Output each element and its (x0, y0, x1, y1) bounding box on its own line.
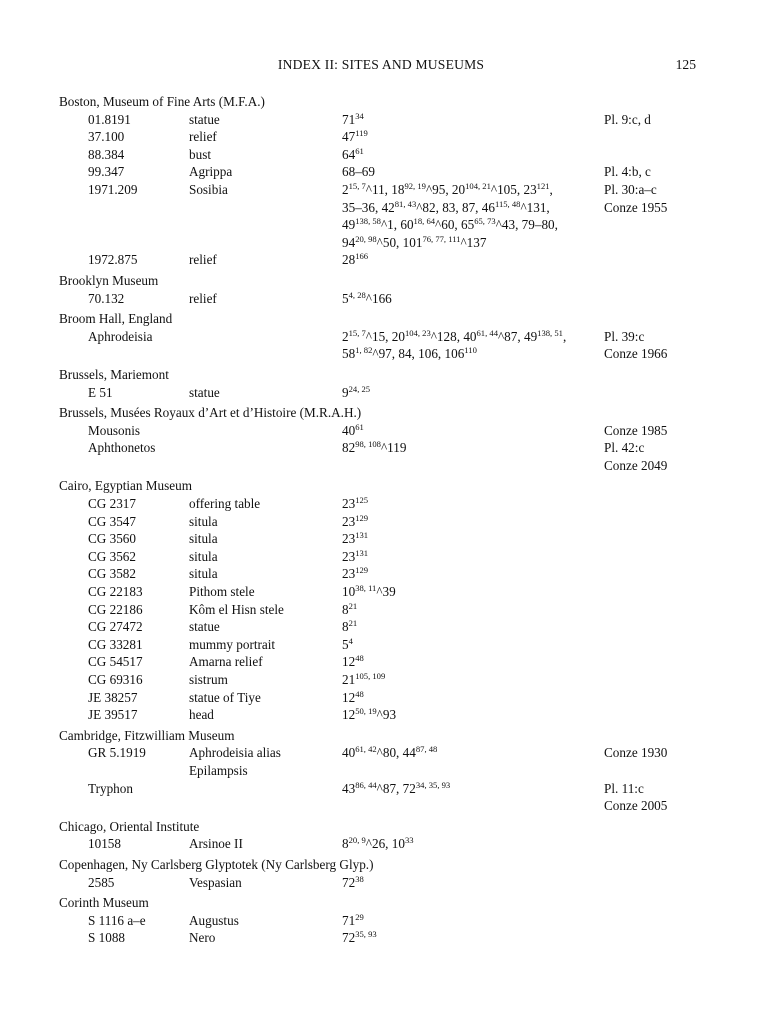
page-references (342, 874, 600, 892)
page-references-line: 35–36, 42$^{81, 43}$^82, 83, 87, 46$^{115, 48}$^131, (342, 198, 550, 215)
footnote-superscript: 20, 98 (355, 233, 377, 244)
page-references (342, 422, 600, 440)
museum-section (59, 272, 699, 307)
footnote-superscript: 15, 7 (348, 327, 366, 338)
plate-reference (604, 422, 704, 440)
object-description-line: relief (189, 252, 217, 268)
page-references-line: $23^{129}$ (342, 512, 369, 529)
index-entry (59, 251, 699, 269)
page-references (342, 780, 600, 798)
page-references-line: $28^{166}$ (342, 251, 369, 268)
page-references-line: $23^{131}$ (342, 530, 369, 547)
page-references-line: $8^{21}$ (342, 600, 358, 617)
page-references (342, 251, 600, 269)
plate-reference-line: Pl. 11:c (604, 780, 644, 796)
object-description-line: situla (189, 548, 218, 564)
page-references (342, 671, 600, 689)
footnote-superscript: 29 (355, 911, 364, 922)
object-description-line: Vespasian (189, 874, 242, 890)
footnote-superscript: 110 (464, 345, 477, 356)
museum-heading: Chicago, Oriental Institute (59, 818, 200, 834)
page-references (342, 548, 600, 566)
index-entry (59, 290, 699, 308)
page-references (342, 181, 600, 251)
plate-reference (604, 744, 704, 762)
index-entry (59, 583, 699, 601)
index-entry (59, 912, 699, 930)
footnote-superscript: 166 (355, 251, 369, 262)
footnote-superscript: 38, 11 (355, 583, 377, 594)
page-references-line: 82$^{98, 108}$^119 (342, 439, 407, 456)
object-description-line: Amarna relief (189, 654, 263, 670)
inventory-number: S 1088 (88, 930, 126, 946)
page-references-line: $23^{131}$ (342, 547, 369, 564)
page-references-line: 21$^{105, 109}$ (342, 671, 386, 688)
inventory-number: 2585 (88, 874, 115, 890)
index-entry (59, 530, 699, 548)
object-description (189, 384, 337, 402)
object-description-line: Aphrodeisia alias (189, 745, 281, 761)
page-references (342, 513, 600, 531)
footnote-superscript: 138, 51 (537, 327, 563, 338)
page-references-line: 58$^{1, 82}$^97, 84, 106, $106^{110}$ (342, 345, 477, 362)
index-entry (59, 422, 699, 440)
index-entry (59, 163, 699, 181)
page-references-line: $8^{21}$ (342, 618, 358, 635)
footnote-superscript: 15, 7 (348, 180, 366, 191)
plate-reference-line: Conze 2049 (604, 457, 668, 473)
page-references-line: $12^{48}$ (342, 653, 364, 670)
museum-section (59, 894, 699, 947)
museum-heading: Brussels, Musées Royaux d’Art et d’Histoire (M.R.A.H.) (59, 405, 362, 421)
index-entry (59, 671, 699, 689)
page-references (342, 706, 600, 724)
object-description (189, 874, 337, 892)
footnote-superscript: 21 (348, 600, 358, 611)
object-description-line: relief (189, 290, 217, 306)
index-entry (59, 706, 699, 724)
object-description (189, 912, 337, 930)
page-references (342, 601, 600, 619)
museum-heading: Brussels, Mariemont (59, 366, 169, 382)
footnote-superscript: 4 (348, 635, 353, 646)
object-description (189, 530, 337, 548)
inventory-number: 01.8191 (88, 111, 131, 127)
page-references (342, 618, 600, 636)
footnote-superscript: 131 (355, 530, 369, 541)
inventory-number: Aphrodeisia (88, 328, 153, 344)
object-description (189, 128, 337, 146)
object-description-line: statue (189, 111, 220, 127)
index-entry (59, 636, 699, 654)
object-description-line: situla (189, 531, 218, 547)
museum-heading: Broom Hall, England (59, 311, 173, 327)
museum-heading: Corinth Museum (59, 895, 149, 911)
page-references (342, 583, 600, 601)
object-description (189, 548, 337, 566)
object-description-line: Pithom stele (189, 584, 255, 600)
object-description (189, 181, 337, 199)
inventory-number: CG 27472 (88, 619, 143, 635)
object-description-line: head (189, 707, 214, 723)
footnote-superscript: 61, 42 (355, 744, 377, 755)
footnote-superscript: 48 (355, 688, 364, 699)
footnote-superscript: 33 (404, 835, 414, 846)
footnote-superscript: 87, 48 (415, 744, 438, 755)
footnote-superscript: 18, 64 (413, 216, 436, 227)
page-references (342, 328, 600, 363)
plate-reference-line: Pl. 39:c (604, 328, 645, 344)
page-references-line: $71^{29}$ (342, 911, 364, 928)
page-references-line: $71^{34}$ (342, 110, 364, 127)
footnote-superscript: 129 (355, 512, 369, 523)
index-entry (59, 835, 699, 853)
plate-reference (604, 163, 704, 181)
plate-reference-line: Pl. 4:b, c (604, 164, 651, 180)
object-description-line: statue (189, 384, 220, 400)
object-description-line: Agrippa (189, 164, 233, 180)
object-description (189, 583, 337, 601)
footnote-superscript: 129 (355, 565, 369, 576)
inventory-number: 37.100 (88, 129, 125, 145)
index-entry (59, 618, 699, 636)
plate-reference-line: Pl. 30:a–c (604, 181, 657, 197)
plate-reference (604, 780, 704, 815)
page-references (342, 290, 600, 308)
object-description (189, 111, 337, 129)
footnote-superscript: 81, 43 (394, 198, 417, 209)
inventory-number: JE 39517 (88, 707, 138, 723)
index-entry (59, 653, 699, 671)
object-description-line: Sosibia (189, 181, 228, 197)
footnote-superscript: 138, 58 (355, 216, 381, 227)
object-description-line: Arsinoe II (189, 836, 243, 852)
object-description-line: mummy portrait (189, 636, 276, 652)
object-description-line: situla (189, 566, 218, 582)
museum-heading: Brooklyn Museum (59, 272, 159, 288)
page-references (342, 912, 600, 930)
page-references-line: 12$^{50, 19}$^93 (342, 706, 397, 723)
footnote-superscript: 34, 35, 93 (415, 779, 451, 790)
inventory-number: 88.384 (88, 146, 125, 162)
object-description (189, 689, 337, 707)
object-description-line: bust (189, 146, 211, 162)
page-references-line: 10$^{38, 11}$^39 (342, 583, 396, 600)
object-description (189, 671, 337, 689)
inventory-number: CG 22186 (88, 601, 143, 617)
inventory-number: JE 38257 (88, 689, 138, 705)
plate-reference-line: Conze 1966 (604, 346, 668, 362)
footnote-superscript: 35, 93 (355, 929, 377, 940)
page-references (342, 146, 600, 164)
inventory-number: CG 3582 (88, 566, 136, 582)
museum-heading: Boston, Museum of Fine Arts (M.F.A.) (59, 94, 265, 109)
index-entry (59, 689, 699, 707)
footnote-superscript: 125 (355, 495, 369, 506)
footnote-superscript: 24, 25 (348, 383, 371, 394)
page-references-line: 2$^{15, 7}$^11, 18$^{92, 19}$^95, 20$^{104, 21}$^105, $23^{121}$, (342, 180, 553, 197)
inventory-number: CG 69316 (88, 672, 143, 688)
object-description-line: relief (189, 129, 217, 145)
inventory-number: Aphthonetos (88, 440, 156, 456)
page-references-line: $64^{61}$ (342, 145, 364, 162)
page-references (342, 111, 600, 129)
object-description-line: Augustus (189, 912, 239, 928)
inventory-number: E 51 (88, 384, 113, 400)
museum-section (59, 93, 699, 269)
museum-section (59, 310, 699, 363)
page-references (342, 530, 600, 548)
page-references (342, 439, 600, 457)
object-description-line: Epilampsis (189, 762, 248, 778)
footnote-superscript: 104, 21 (465, 180, 491, 191)
inventory-number: CG 3547 (88, 513, 136, 529)
object-description (189, 744, 337, 779)
footnote-superscript: 61, 44 (476, 327, 498, 338)
page-references (342, 929, 600, 947)
page-references (342, 689, 600, 707)
museum-section (59, 404, 699, 474)
index-entry (59, 439, 699, 474)
object-description-line: statue of Tiye (189, 689, 261, 705)
inventory-number: Tryphon (88, 780, 133, 796)
index-entry (59, 495, 699, 513)
footnote-superscript: 38 (355, 873, 364, 884)
index-entry (59, 513, 699, 531)
footnote-superscript: 76, 77, 111 (422, 233, 461, 244)
page-references-line: 2$^{15, 7}$^15, 20$^{104, 23}$^128, 40$^{61, 44}$^87, 49$^{138, 51}$, (342, 327, 567, 344)
page-references-line: 8$^{20, 9}$^26, $10^{33}$ (342, 835, 414, 852)
page-references-line: 94$^{20, 98}$^50, 101$^{76, 77, 111}$^137 (342, 233, 487, 250)
museum-section (59, 856, 699, 891)
page-references-line: 9$^{24, 25}$ (342, 383, 371, 400)
object-description (189, 653, 337, 671)
footnote-superscript: 21 (348, 618, 358, 629)
page-references (342, 835, 600, 853)
object-description (189, 495, 337, 513)
index-entry (59, 565, 699, 583)
inventory-number: 1972.875 (88, 252, 138, 268)
footnote-superscript: 105, 109 (355, 671, 386, 682)
object-description (189, 251, 337, 269)
page-references (342, 565, 600, 583)
index-entry (59, 328, 699, 363)
plate-reference-line: Pl. 42:c (604, 440, 645, 456)
index-entry (59, 384, 699, 402)
footnote-superscript: 92, 19 (404, 180, 426, 191)
index-entry (59, 128, 699, 146)
footnote-superscript: 20, 9 (348, 835, 366, 846)
index-entry (59, 929, 699, 947)
page-references-line: 5$^{4, 28}$^166 (342, 289, 392, 306)
footnote-superscript: 98, 108 (355, 439, 381, 450)
page-references-line: $40^{61}$ (342, 421, 364, 438)
museum-section (59, 477, 699, 723)
running-head (0, 57, 762, 75)
plate-reference (604, 328, 704, 363)
object-description (189, 601, 337, 619)
page-references (342, 163, 600, 181)
object-description (189, 706, 337, 724)
index-entry (59, 744, 699, 779)
object-description (189, 163, 337, 181)
index-entry (59, 146, 699, 164)
page-references-line: 43$^{86, 44}$^87, 72$^{34, 35, 93}$ (342, 779, 451, 796)
object-description (189, 565, 337, 583)
plate-reference-line: Conze 1985 (604, 422, 668, 438)
inventory-number: 10158 (88, 836, 121, 852)
footnote-superscript: 115, 48 (494, 198, 521, 209)
footnote-superscript: 34 (355, 110, 364, 121)
footnote-superscript: 104, 23 (404, 327, 431, 338)
object-description (189, 929, 337, 947)
inventory-number: CG 22183 (88, 584, 143, 600)
page-references (342, 744, 600, 762)
inventory-number: GR 5.1919 (88, 745, 146, 761)
footnote-superscript: 121 (536, 180, 550, 191)
page-title: INDEX II: SITES AND MUSEUMS (277, 57, 485, 72)
object-description (189, 636, 337, 654)
object-description-line: Kôm el Hisn stele (189, 601, 284, 617)
page-references (342, 384, 600, 402)
inventory-number: Mousonis (88, 422, 141, 438)
plate-reference (604, 181, 704, 216)
index-entry (59, 548, 699, 566)
page-references-line: $5^4$ (342, 635, 353, 652)
plate-reference-line: Conze 2005 (604, 798, 668, 814)
inventory-number: 99.347 (88, 164, 125, 180)
page-references-line: $72^{38}$ (342, 873, 364, 890)
object-description-line: statue (189, 619, 220, 635)
inventory-number: CG 3562 (88, 548, 136, 564)
museum-heading: Cambridge, Fitzwilliam Museum (59, 727, 235, 743)
page-references-line: $23^{129}$ (342, 565, 369, 582)
footnote-superscript: 61 (355, 421, 364, 432)
footnote-superscript: 131 (355, 547, 369, 558)
page-references-line: 40$^{61, 42}$^80, 44$^{87, 48}$ (342, 744, 438, 761)
page-references (342, 653, 600, 671)
object-description-line: Nero (189, 930, 216, 946)
plate-reference (604, 439, 704, 474)
inventory-number: CG 3560 (88, 531, 136, 547)
index-entry (59, 111, 699, 129)
page-references-line: 68–69 (342, 164, 375, 180)
inventory-number: CG 2317 (88, 496, 136, 512)
inventory-number: S 1116 a–e (88, 912, 146, 928)
plate-reference-line: Conze 1955 (604, 199, 668, 215)
page-references-line: 49$^{138, 58}$^1, 60$^{18, 64}$^60, 65$^{65, 73}$^43, 79–80, (342, 216, 558, 233)
footnote-superscript: 50, 19 (355, 706, 377, 717)
object-description (189, 290, 337, 308)
plate-reference-line: Conze 1930 (604, 745, 668, 761)
page-references-line: $12^{48}$ (342, 688, 364, 705)
object-description-line: offering table (189, 496, 261, 512)
page-number: 125 (675, 57, 696, 72)
index-content (59, 93, 699, 950)
museum-heading: Copenhagen, Ny Carlsberg Glyptotek (Ny Carlsberg Glyp.) (59, 856, 374, 872)
museum-heading: Cairo, Egyptian Museum (59, 478, 192, 494)
page-references-line: $23^{125}$ (342, 495, 369, 512)
object-description (189, 513, 337, 531)
index-entry (59, 181, 699, 251)
footnote-superscript: 4, 28 (348, 289, 366, 300)
footnote-superscript: 1, 82 (355, 345, 373, 356)
plate-reference (604, 111, 704, 129)
inventory-number: CG 54517 (88, 654, 143, 670)
inventory-number: CG 33281 (88, 636, 143, 652)
footnote-superscript: 86, 44 (355, 779, 377, 790)
object-description (189, 618, 337, 636)
page-references-line: $47^{119}$ (342, 128, 368, 145)
object-description-line: sistrum (189, 672, 228, 688)
page-references (342, 636, 600, 654)
inventory-number: 70.132 (88, 290, 125, 306)
museum-section (59, 818, 699, 853)
museum-section (59, 366, 699, 401)
footnote-superscript: 61 (355, 145, 364, 156)
object-description (189, 146, 337, 164)
footnote-superscript: 48 (355, 653, 364, 664)
plate-reference-line: Pl. 9:c, d (604, 111, 651, 127)
object-description-line: situla (189, 513, 218, 529)
footnote-superscript: 65, 73 (474, 216, 496, 227)
footnote-superscript: 119 (355, 128, 368, 139)
page-references (342, 128, 600, 146)
museum-section (59, 727, 699, 815)
index-entry (59, 874, 699, 892)
index-entry (59, 780, 699, 815)
inventory-number: 1971.209 (88, 181, 138, 197)
page-references-line: 72$^{35, 93}$ (342, 929, 377, 946)
page-references (342, 495, 600, 513)
object-description (189, 835, 337, 853)
index-entry (59, 601, 699, 619)
